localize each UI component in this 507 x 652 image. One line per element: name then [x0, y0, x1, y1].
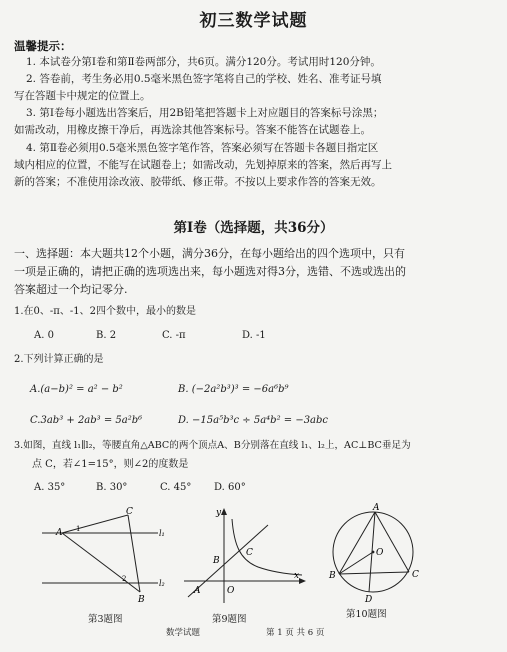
q3-option-c: C. 45°: [160, 482, 192, 493]
label-x: x: [294, 571, 300, 581]
label-c: C: [246, 548, 253, 558]
q1-option-a: A. 0: [34, 330, 54, 341]
figure-10-caption: 第10题图: [346, 609, 387, 620]
label-b: B: [329, 571, 336, 581]
y-axis-arrow: [221, 508, 227, 515]
q3-option-b: B. 30°: [96, 482, 128, 493]
segment-ac: [62, 515, 128, 533]
label-a: A: [373, 503, 380, 513]
figure-3-diagram: [40, 505, 170, 610]
q1-option-d: D. -1: [242, 330, 266, 341]
label-l1: l₁: [159, 529, 165, 538]
notice-line: 3. 第Ⅰ卷每小题选出答案后，用2B铅笔把答题卡上对应题目的答案标号涂黑；: [26, 107, 384, 119]
notice-line: 4. 第Ⅱ卷必须用0.5毫米黑色签字笔作答，答案必须写在答题卡各题目指定区: [26, 142, 379, 154]
notice-line: 写在答题卡中规定的位置上。: [14, 90, 151, 102]
question-3-stem: 3.如图，直线 l₁∥l₂，等腰直角△ABC的两个顶点A、B分别落在直线 l₁、l₂上，AC⊥BC垂足为: [14, 440, 411, 451]
q2-option-a: A.(a−b)² = a² − b²: [30, 384, 123, 395]
figure-9-graph: [180, 505, 310, 610]
segment-bc: [339, 572, 409, 574]
q2-option-b: B. (−2a²b³)³ = −6a⁶b⁹: [178, 384, 289, 395]
label-l2: l₂: [159, 579, 165, 588]
section-intro: 答案超过一个均记零分.: [14, 283, 128, 296]
label-c: C: [412, 570, 419, 580]
q3-option-d: D. 60°: [214, 482, 246, 493]
notice-line: 域内相应的位置，不能写在试题卷上；如需改动，先划掉原来的答案，然后再写上: [14, 159, 392, 171]
section-intro: 一项是正确的，请把正确的选项选出来，每小题选对得3分，选错、不选或选出的: [14, 265, 406, 278]
segment-ab: [339, 512, 375, 574]
label-o: O: [227, 586, 235, 596]
label-a: A: [194, 586, 201, 596]
question-1-stem: 1.在0、-π、-1、2四个数中，最小的数是: [14, 306, 196, 317]
label-b: B: [138, 595, 145, 605]
q1-option-c: C. -π: [162, 330, 186, 341]
x-axis-arrow: [299, 578, 306, 584]
hyperbola-curve: [232, 519, 302, 575]
q2-option-d: D. −15a⁵b³c ÷ 5a⁴b² = −3abc: [178, 415, 329, 426]
notice-label: 温馨提示：: [14, 39, 72, 53]
page-title: 初三数学试题: [199, 11, 308, 31]
footer-page-number: 第 1 页 共 6 页: [266, 628, 325, 638]
segment-bo: [339, 552, 373, 574]
footer-subject: 数学试题: [166, 628, 201, 638]
label-o: O: [376, 548, 384, 558]
label-y: y: [216, 508, 222, 518]
label-angle-2: 2: [122, 575, 127, 583]
q1-option-b: B. 2: [96, 330, 117, 341]
figure-9-caption: 第9题图: [212, 614, 247, 625]
section-title: 第Ⅰ卷（选择题，共36分）: [173, 220, 334, 236]
segment-ac: [375, 512, 409, 572]
figure-3-caption: 第3题图: [88, 614, 123, 625]
notice-line: 2. 答卷前，考生务必用0.5毫米黑色签字笔将自己的学校、姓名、准考证号填: [26, 73, 382, 85]
section-intro: 一、选择题：本大题共12个小题，满分36分，在每小题给出的四个选项中，只有: [14, 247, 405, 260]
figure-10-circle: [325, 500, 425, 605]
label-a: A: [56, 528, 63, 538]
label-b: B: [213, 556, 220, 566]
question-3-stem-cont: 点 C，若∠1=15°，则∠2的度数是: [32, 459, 189, 470]
question-2-stem: 2.下列计算正确的是: [14, 354, 104, 365]
center-point: [372, 551, 375, 554]
label-d: D: [365, 595, 373, 605]
label-c: C: [126, 507, 133, 517]
segment-cb: [128, 515, 140, 592]
notice-line: 新的答案；不准使用涂改液、胶带纸、修正带。不按以上要求作答的答案无效。: [14, 176, 382, 188]
q3-option-a: A. 35°: [34, 482, 66, 493]
notice-line: 1. 本试卷分第Ⅰ卷和第Ⅱ卷两部分，共6页。满分120分。考试用时120分钟。: [26, 56, 381, 68]
notice-line: 如需改动，用橡皮擦干净后，再选涂其他答案标号。答案不能答在试题卷上。: [14, 124, 371, 136]
label-angle-1: 1: [76, 525, 81, 533]
q2-option-c: C.3ab³ + 2ab³ = 5a²b⁶: [30, 415, 143, 426]
